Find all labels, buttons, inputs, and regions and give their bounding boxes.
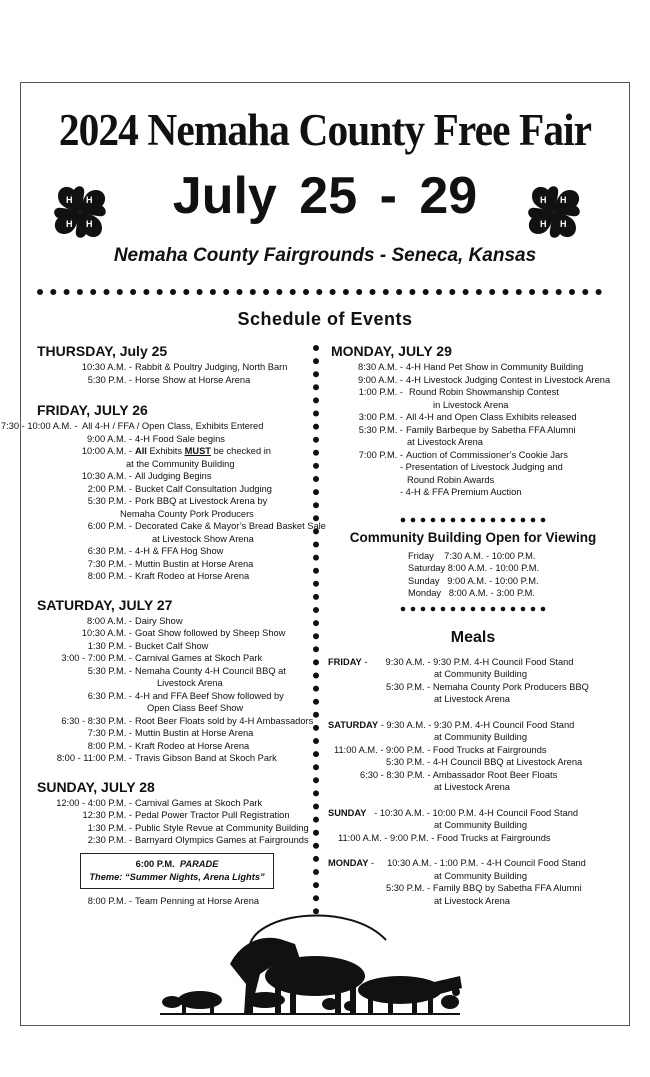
page-title: 2024 Nemaha County Free Fair xyxy=(58,105,592,155)
dot xyxy=(421,606,426,611)
event-row: 12:00 - 4:00 P.M. - Carnival Games at Skoch Park xyxy=(56,797,263,808)
event-cont: Round Robin Awards xyxy=(407,474,495,485)
dot xyxy=(313,659,319,665)
svg-text:H: H xyxy=(86,195,93,205)
dot xyxy=(481,517,486,522)
dot xyxy=(64,289,70,295)
dot xyxy=(313,411,319,417)
dot xyxy=(157,289,163,295)
dot xyxy=(313,804,319,810)
dot xyxy=(441,606,446,611)
day-heading: FRIDAY, JULY 26 xyxy=(37,402,148,418)
day-heading: THURSDAY, July 25 xyxy=(37,343,168,359)
dot xyxy=(313,869,319,875)
dot xyxy=(313,817,319,823)
dot xyxy=(130,289,136,295)
svg-text:H: H xyxy=(86,219,93,229)
dot xyxy=(263,289,269,295)
meal-row: SATURDAY - 9:30 A.M. - 9:30 P.M. 4-H Council Food Stand xyxy=(328,719,575,730)
dot xyxy=(313,424,319,430)
dot xyxy=(313,673,319,679)
meal-cont: at Livestock Arena xyxy=(434,782,510,792)
event-row: 5:30 P.M. - Pork BBQ at Livestock Arena by xyxy=(87,496,268,506)
dot xyxy=(313,633,319,639)
dot xyxy=(313,345,319,351)
event-row: 1:30 P.M. - Bucket Calf Show xyxy=(87,640,209,651)
dot xyxy=(313,489,319,495)
dot xyxy=(441,517,446,522)
event-row: 8:30 A.M. - 4-H Hand Pet Show in Community Building xyxy=(358,362,584,372)
meal-cont: at Livestock Arena xyxy=(434,694,510,704)
dot xyxy=(491,517,496,522)
meal-row: 11:00 A.M. - 9:00 P.M. - Food Trucks at Fairgrounds xyxy=(338,832,551,843)
dot xyxy=(313,699,319,705)
event-row: 3:00 - 7:00 P.M. - Carnival Games at Skoch Park xyxy=(61,653,263,663)
dot xyxy=(313,542,319,548)
dot xyxy=(556,289,562,295)
dot xyxy=(313,358,319,364)
meal-cont: at Community Building xyxy=(434,870,528,881)
dot xyxy=(313,476,319,482)
dot xyxy=(383,289,389,295)
dot xyxy=(521,606,526,611)
hours-row: Friday 7:30 A.M. - 10:00 P.M. xyxy=(408,550,536,561)
dot xyxy=(313,568,319,574)
fair-dates: July 25 - 29 xyxy=(172,167,478,225)
dot xyxy=(104,289,110,295)
svg-text:H: H xyxy=(66,219,73,229)
vertical-dot-divider xyxy=(311,342,321,914)
dot xyxy=(409,289,415,295)
meals-heading: Meals xyxy=(450,628,496,646)
svg-text:H: H xyxy=(540,219,547,229)
dot xyxy=(451,606,456,611)
event-cont: at Livestock Show Arena xyxy=(152,533,254,544)
dot xyxy=(431,517,436,522)
event-row: 8:00 P.M. - Kraft Rodeo at Horse Arena xyxy=(87,740,250,751)
event-row: 7:30 P.M. - Muttin Bustin at Horse Arena xyxy=(87,728,254,738)
event-row: 10:30 A.M. - All Judging Begins xyxy=(81,471,212,481)
event-row: 7:00 P.M. - Auction of Commissioner’s Cookie Jars xyxy=(358,449,568,460)
dot xyxy=(313,764,319,770)
dot xyxy=(541,517,546,522)
dot xyxy=(313,463,319,469)
dot xyxy=(77,289,83,295)
dot xyxy=(411,606,416,611)
dot xyxy=(313,646,319,652)
dot xyxy=(421,517,426,522)
event-cont: at the Community Building xyxy=(126,458,235,469)
event-cont: Nemaha County Pork Producers xyxy=(120,508,254,519)
day-heading: SUNDAY, JULY 28 xyxy=(37,778,155,795)
event-row: 8:00 P.M. - Kraft Rodeo at Horse Arena xyxy=(87,571,250,581)
meal-row: 5:30 P.M. - Nemaha County Pork Producers BBQ xyxy=(386,681,589,692)
parade-time: 6:00 P.M. xyxy=(135,858,175,869)
dot xyxy=(313,502,319,508)
dot xyxy=(313,384,319,390)
event-cont: - 4-H & FFA Premium Auction xyxy=(400,487,522,497)
dot xyxy=(117,289,123,295)
dot xyxy=(501,606,506,611)
event-row: 12:30 P.M. - Pedal Power Tractor Pull Registration xyxy=(82,810,290,820)
svg-text:H: H xyxy=(560,219,567,229)
meal-row: 6:30 - 8:30 P.M. - Ambassador Root Beer Floats xyxy=(360,769,558,780)
dot xyxy=(313,856,319,862)
dot xyxy=(471,517,476,522)
event-row: 3:00 P.M. - All 4-H and Open Class Exhibits released xyxy=(358,412,577,422)
meal-cont: at Community Building xyxy=(434,732,528,742)
dot xyxy=(330,289,336,295)
dot xyxy=(401,606,406,611)
dot xyxy=(503,289,509,295)
dot xyxy=(37,289,43,295)
dot xyxy=(313,882,319,888)
event-row: 6:00 P.M. - Decorated Cake & Mayor’s Bread Basket Sale xyxy=(87,521,326,531)
left-column xyxy=(1,342,326,907)
svg-text:H: H xyxy=(540,195,547,205)
meal-cont: at Livestock Arena xyxy=(434,895,510,906)
dot xyxy=(313,712,319,718)
event-row: 7:30 - 10:00 A.M. - All 4-H / FFA / Open Class, Exhibits Entered xyxy=(1,421,264,431)
dot xyxy=(531,606,536,611)
livestock-silhouette-icon xyxy=(150,904,470,1016)
dot xyxy=(276,289,282,295)
dot xyxy=(356,289,362,295)
event-row: 6:30 P.M. - 4-H & FFA Hog Show xyxy=(87,546,224,556)
meal-row: MONDAY - 10:30 A.M. - 1:00 P.M. - 4-H Council Food Stand xyxy=(328,858,586,868)
dot xyxy=(316,289,322,295)
svg-text:H: H xyxy=(560,195,567,205)
dot xyxy=(313,371,319,377)
event-cont: in Livestock Arena xyxy=(433,399,509,410)
hours-row: Monday 8:00 A.M. - 3:00 P.M. xyxy=(408,588,535,598)
dot xyxy=(370,289,376,295)
dot xyxy=(290,289,296,295)
dot xyxy=(461,606,466,611)
dot xyxy=(521,517,526,522)
dot xyxy=(90,289,96,295)
dot xyxy=(531,517,536,522)
dot xyxy=(313,555,319,561)
event-row: 9:00 A.M. - 4-H Food Sale begins xyxy=(87,433,225,444)
4h-clover-icon xyxy=(520,178,588,246)
dot xyxy=(449,289,455,295)
event-row: 2:30 P.M. - Barnyard Olympics Games at Fairgrounds xyxy=(87,835,309,845)
dot xyxy=(516,289,522,295)
dot xyxy=(223,289,229,295)
event-cont: - Presentation of Livestock Judging and xyxy=(400,462,563,472)
meal-row: 5:30 P.M. - 4-H Council BBQ at Livestock Arena xyxy=(386,757,583,767)
dot xyxy=(451,517,456,522)
meal-row: SUNDAY - 10:30 A.M. - 10:00 P.M. 4-H Council Food Stand xyxy=(328,807,579,818)
dot xyxy=(313,397,319,403)
dot xyxy=(313,437,319,443)
event-row: 1:00 P.M. - Round Robin Showmanship Contest xyxy=(358,387,559,397)
dot xyxy=(313,594,319,600)
event-row: 10:30 A.M. - Rabbit & Poultry Judging, North Barn xyxy=(81,362,288,372)
dot xyxy=(313,725,319,731)
dot xyxy=(313,790,319,796)
schedule-title: Schedule of Events xyxy=(237,309,413,329)
dot xyxy=(582,289,588,295)
dot xyxy=(313,620,319,626)
parade-theme: Theme: “Summer Nights, Arena Lights” xyxy=(89,871,265,882)
dot xyxy=(529,289,535,295)
right-column xyxy=(328,342,618,907)
dot xyxy=(183,289,189,295)
dot xyxy=(411,517,416,522)
event-row: 6:30 P.M. - 4-H and FFA Beef Show followed by xyxy=(87,690,284,701)
event-row: 5:30 P.M. - Family Barbeque by Sabetha FFA Alumni xyxy=(358,424,576,435)
dot xyxy=(481,606,486,611)
dot xyxy=(170,289,176,295)
dot xyxy=(569,289,575,295)
hours-list xyxy=(408,550,618,600)
dot xyxy=(313,895,319,901)
dot xyxy=(511,517,516,522)
day-heading: SATURDAY, JULY 27 xyxy=(37,596,173,613)
dot-divider xyxy=(36,282,606,302)
dot xyxy=(313,607,319,613)
event-row: 9:00 A.M. - 4-H Livestock Judging Contest in Livestock Arena xyxy=(358,374,611,385)
dot xyxy=(501,517,506,522)
dot xyxy=(461,517,466,522)
event-cont: Livestock Arena xyxy=(157,678,223,688)
dot xyxy=(313,450,319,456)
svg-text:H: H xyxy=(66,195,73,205)
dot xyxy=(541,606,546,611)
event-cont: at Livestock Arena xyxy=(407,437,483,447)
dot xyxy=(313,843,319,849)
meal-row: 11:00 A.M. - 9:00 P.M. - Food Trucks at Fairgrounds xyxy=(334,744,547,755)
dot xyxy=(396,289,402,295)
event-row: 2:00 P.M. - Bucket Calf Consultation Judging xyxy=(87,483,272,494)
dot xyxy=(313,581,319,587)
dot xyxy=(237,289,243,295)
community-heading: Community Building Open for Viewing xyxy=(349,529,597,545)
parade-label: PARADE xyxy=(179,858,219,869)
dot xyxy=(197,289,203,295)
dot-divider xyxy=(399,515,547,525)
event-row: 8:00 P.M. - Team Penning at Horse Arena xyxy=(87,895,260,906)
event-row: 6:30 - 8:30 P.M. - Root Beer Floats sold by 4-H Ambassadors xyxy=(61,715,314,726)
parade-box xyxy=(80,853,274,889)
dot xyxy=(143,289,149,295)
dot xyxy=(491,606,496,611)
dot xyxy=(401,517,406,522)
dot xyxy=(50,289,56,295)
event-row: 8:00 A.M. - Dairy Show xyxy=(87,615,183,626)
meal-row: FRIDAY - 9:30 A.M. - 9:30 P.M. 4-H Council Food Stand xyxy=(328,656,574,667)
dot xyxy=(542,289,548,295)
dot xyxy=(463,289,469,295)
dot-divider xyxy=(399,604,547,614)
dot xyxy=(423,289,429,295)
dot xyxy=(250,289,256,295)
dot xyxy=(313,777,319,783)
dot xyxy=(489,289,495,295)
meal-cont: at Community Building xyxy=(434,820,528,830)
dot xyxy=(313,751,319,757)
event-row: 10:00 A.M. - All Exhibits MUST be checked in xyxy=(81,446,271,456)
meal-cont: at Community Building xyxy=(434,669,528,679)
dot xyxy=(210,289,216,295)
day-heading: MONDAY, JULY 29 xyxy=(331,343,452,359)
dot xyxy=(471,606,476,611)
event-row: 10:30 A.M. - Goat Show followed by Sheep Show xyxy=(81,628,286,638)
dot xyxy=(431,606,436,611)
dot xyxy=(476,289,482,295)
4h-clover-icon xyxy=(46,178,114,246)
event-cont: Open Class Beef Show xyxy=(147,703,244,713)
dot xyxy=(596,289,602,295)
event-row: 7:30 P.M. - Muttin Bustin at Horse Arena xyxy=(87,558,254,569)
meal-row: 5:30 P.M. - Family BBQ by Sabetha FFA Alumni xyxy=(386,883,582,893)
hours-row: Sunday 9:00 A.M. - 10:00 P.M. xyxy=(408,575,539,586)
dot xyxy=(313,830,319,836)
dot xyxy=(313,686,319,692)
dot xyxy=(313,738,319,744)
venue: Nemaha County Fairgrounds - Seneca, Kansas xyxy=(113,245,537,266)
event-row: 1:30 P.M. - Public Style Revue at Community Building xyxy=(87,822,309,833)
event-row: 8:00 - 11:00 P.M. - Travis Gibson Band at Skoch Park xyxy=(56,753,277,763)
dot xyxy=(343,289,349,295)
event-row: 5:30 P.M. - Horse Show at Horse Arena xyxy=(87,374,251,385)
event-row: 5:30 P.M. - Nemaha County 4-H Council BBQ at xyxy=(87,665,286,676)
dot xyxy=(436,289,442,295)
dot xyxy=(511,606,516,611)
dot xyxy=(303,289,309,295)
hours-row: Saturday 8:00 A.M. - 10:00 P.M. xyxy=(408,563,540,573)
